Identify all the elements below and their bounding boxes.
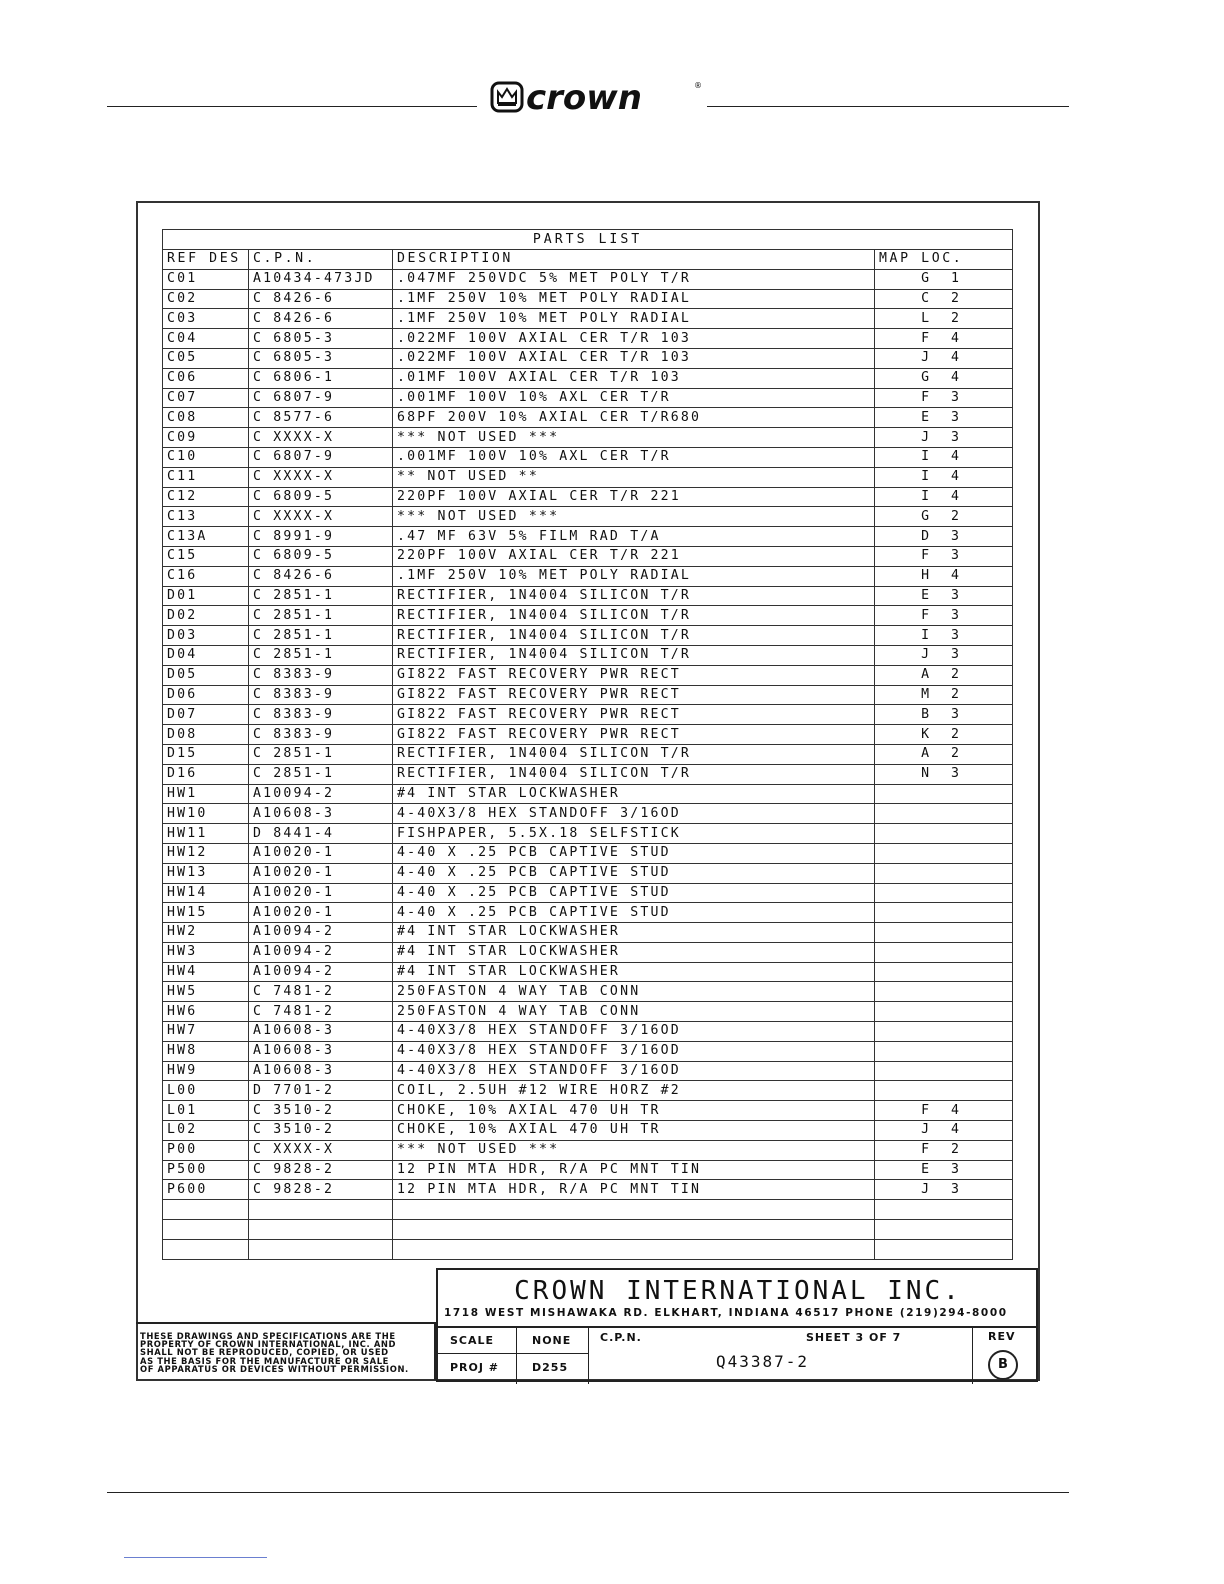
ref-des-cell: HW6 [163, 1002, 249, 1022]
description-cell: 220PF 100V AXIAL CER T/R 221 [393, 487, 875, 507]
cpn-cell: C 9828-2 [249, 1160, 393, 1180]
ref-des-cell: L01 [163, 1101, 249, 1121]
map-loc-cell [875, 824, 1013, 844]
ref-des-cell: C05 [163, 348, 249, 368]
map-loc-cell: E 3 [875, 586, 1013, 606]
table-row [163, 566, 1013, 586]
table-row [163, 428, 1013, 448]
ref-des-cell: C11 [163, 467, 249, 487]
notice-line: SHALL NOT BE REPRODUCED, COPIED, OR USED [140, 1347, 389, 1358]
ref-des-cell: D01 [163, 586, 249, 606]
cpn-cell: A10608-3 [249, 1022, 393, 1042]
table-row [163, 487, 1013, 507]
ref-des-cell: P00 [163, 1140, 249, 1160]
map-loc-cell: A 2 [875, 744, 1013, 764]
table-row [163, 824, 1013, 844]
parts-list-table [162, 229, 1013, 1260]
cpn-label: C.P.N. [600, 1331, 642, 1344]
cpn-cell [249, 1239, 393, 1259]
map-loc-cell [875, 962, 1013, 982]
rev-label: REV [988, 1330, 1016, 1343]
cpn-cell: C XXXX-X [249, 507, 393, 527]
grid-divider [588, 1328, 589, 1384]
table-row [163, 942, 1013, 962]
cpn-cell: A10094-2 [249, 923, 393, 943]
description-cell: FISHPAPER, 5.5X.18 SELFSTICK [393, 824, 875, 844]
map-loc-cell: J 4 [875, 1121, 1013, 1141]
registered-mark: ® [694, 81, 702, 90]
table-row [163, 1121, 1013, 1141]
table-row [163, 804, 1013, 824]
cpn-cell: C 8991-9 [249, 527, 393, 547]
map-loc-cell: J 3 [875, 428, 1013, 448]
notice-line: THESE DRAWINGS AND SPECIFICATIONS ARE THE [140, 1331, 396, 1341]
map-loc-cell: I 4 [875, 487, 1013, 507]
cpn-cell: C 6807-9 [249, 447, 393, 467]
rev-value: B [988, 1350, 1018, 1380]
map-loc-cell [875, 1002, 1013, 1022]
ref-des-cell: C01 [163, 269, 249, 289]
description-cell: #4 INT STAR LOCKWASHER [393, 942, 875, 962]
ref-des-cell: D08 [163, 725, 249, 745]
map-loc-cell: C 2 [875, 289, 1013, 309]
map-loc-cell [875, 784, 1013, 804]
description-cell: 4-40 X .25 PCB CAPTIVE STUD [393, 843, 875, 863]
ref-des-cell: D04 [163, 645, 249, 665]
table-row [163, 289, 1013, 309]
table-row [163, 1101, 1013, 1121]
ref-des-cell: C16 [163, 566, 249, 586]
ref-des-cell [163, 1220, 249, 1240]
table-row [163, 843, 1013, 863]
ref-des-cell: C02 [163, 289, 249, 309]
notice-line: PROPERTY OF CROWN INTERNATIONAL, INC. AND [140, 1339, 397, 1350]
ref-des-cell [163, 1200, 249, 1220]
cpn-cell: D 8441-4 [249, 824, 393, 844]
description-cell: 4-40X3/8 HEX STANDOFF 3/16OD [393, 1022, 875, 1042]
description-cell: .001MF 100V 10% AXL CER T/R [393, 388, 875, 408]
footer-rule [107, 1492, 1069, 1493]
cpn-cell: C 2851-1 [249, 626, 393, 646]
scale-label: SCALE [450, 1334, 495, 1347]
description-cell: .022MF 100V AXIAL CER T/R 103 [393, 348, 875, 368]
ref-des-cell: D06 [163, 685, 249, 705]
table-row [163, 348, 1013, 368]
parts-list-body [163, 269, 1013, 1259]
description-cell: COIL, 2.5UH #12 WIRE HORZ #2 [393, 1081, 875, 1101]
ref-des-cell: HW2 [163, 923, 249, 943]
map-loc-cell: D 3 [875, 527, 1013, 547]
table-row [163, 725, 1013, 745]
scale-value: NONE [532, 1334, 572, 1347]
ref-des-cell: HW13 [163, 863, 249, 883]
notice-line: OF APPARATUS OR DEVICES WITHOUT PERMISSION. [140, 1363, 409, 1374]
description-cell: GI822 FAST RECOVERY PWR RECT [393, 705, 875, 725]
ref-des-cell: C13A [163, 527, 249, 547]
description-cell: .047MF 250VDC 5% MET POLY T/R [393, 269, 875, 289]
description-cell: 4-40X3/8 HEX STANDOFF 3/16OD [393, 1041, 875, 1061]
ref-des-cell: C13 [163, 507, 249, 527]
cpn-cell: C 6807-9 [249, 388, 393, 408]
table-row [163, 1041, 1013, 1061]
parts-list-title: PARTS LIST [163, 230, 1013, 250]
table-row [163, 1140, 1013, 1160]
map-loc-cell [875, 883, 1013, 903]
ref-des-cell: HW15 [163, 903, 249, 923]
map-loc-cell: K 2 [875, 725, 1013, 745]
grid-divider [438, 1353, 588, 1354]
table-row [163, 269, 1013, 289]
cpn-cell: A10608-3 [249, 1061, 393, 1081]
description-cell: 250FASTON 4 WAY TAB CONN [393, 982, 875, 1002]
cpn-cell: C 3510-2 [249, 1121, 393, 1141]
ref-des-cell: HW7 [163, 1022, 249, 1042]
description-cell: *** NOT USED *** [393, 428, 875, 448]
ref-des-cell: D03 [163, 626, 249, 646]
cpn-cell: C 6806-1 [249, 368, 393, 388]
ref-des-cell: C08 [163, 408, 249, 428]
cpn-cell: C XXXX-X [249, 428, 393, 448]
cpn-value: Q43387-2 [716, 1352, 810, 1371]
ref-des-cell: C03 [163, 309, 249, 329]
cpn-cell: C 8426-6 [249, 289, 393, 309]
cpn-cell [249, 1200, 393, 1220]
ref-des-cell: C06 [163, 368, 249, 388]
map-loc-cell: J 3 [875, 1180, 1013, 1200]
ref-des-cell [163, 1239, 249, 1259]
map-loc-cell: F 3 [875, 606, 1013, 626]
map-loc-cell: G 1 [875, 269, 1013, 289]
sheet-number: SHEET 3 OF 7 [806, 1331, 902, 1344]
map-loc-cell [875, 804, 1013, 824]
table-row [163, 507, 1013, 527]
description-cell: 4-40 X .25 PCB CAPTIVE STUD [393, 883, 875, 903]
cpn-cell: C 7481-2 [249, 982, 393, 1002]
table-row [163, 1239, 1013, 1259]
map-loc-cell: F 3 [875, 546, 1013, 566]
cpn-cell: A10094-2 [249, 962, 393, 982]
table-row [163, 744, 1013, 764]
description-cell: RECTIFIER, 1N4004 SILICON T/R [393, 586, 875, 606]
map-loc-cell [875, 942, 1013, 962]
notice-line: AS THE BASIS FOR THE MANUFACTURE OR SALE [140, 1355, 389, 1366]
map-loc-cell: G 4 [875, 368, 1013, 388]
description-cell: #4 INT STAR LOCKWASHER [393, 962, 875, 982]
rev-cell [972, 1328, 1036, 1384]
description-cell: RECTIFIER, 1N4004 SILICON T/R [393, 744, 875, 764]
map-loc-cell [875, 982, 1013, 1002]
table-row [163, 705, 1013, 725]
ref-des-cell: HW12 [163, 843, 249, 863]
map-loc-cell: E 3 [875, 1160, 1013, 1180]
cpn-cell: C 6809-5 [249, 487, 393, 507]
table-row [163, 447, 1013, 467]
ref-des-cell: HW3 [163, 942, 249, 962]
map-loc-cell [875, 1081, 1013, 1101]
description-cell [393, 1239, 875, 1259]
cpn-cell: A10020-1 [249, 883, 393, 903]
ref-des-cell: HW10 [163, 804, 249, 824]
cpn-cell: C 6809-5 [249, 546, 393, 566]
map-loc-cell: N 3 [875, 764, 1013, 784]
ref-des-cell: HW1 [163, 784, 249, 804]
map-loc-cell: H 4 [875, 566, 1013, 586]
cpn-cell: C 2851-1 [249, 606, 393, 626]
description-cell: .1MF 250V 10% MET POLY RADIAL [393, 309, 875, 329]
proj-value: D255 [532, 1361, 569, 1374]
footer-mark [124, 1557, 267, 1558]
table-row [163, 764, 1013, 784]
table-row [163, 467, 1013, 487]
description-cell: .1MF 250V 10% MET POLY RADIAL [393, 289, 875, 309]
map-loc-cell: F 4 [875, 329, 1013, 349]
map-loc-cell [875, 863, 1013, 883]
map-loc-cell: F 3 [875, 388, 1013, 408]
map-loc-cell [875, 923, 1013, 943]
map-loc-cell: A 2 [875, 665, 1013, 685]
table-row [163, 368, 1013, 388]
description-cell: .01MF 100V AXIAL CER T/R 103 [393, 368, 875, 388]
description-cell: GI822 FAST RECOVERY PWR RECT [393, 725, 875, 745]
table-row [163, 1160, 1013, 1180]
column-header-cpn: C.P.N. [249, 250, 393, 270]
cpn-cell: C 8426-6 [249, 309, 393, 329]
cpn-cell: C 8426-6 [249, 566, 393, 586]
cpn-cell [249, 1220, 393, 1240]
description-cell: 220PF 100V AXIAL CER T/R 221 [393, 546, 875, 566]
cpn-cell: C 2851-1 [249, 645, 393, 665]
table-row [163, 388, 1013, 408]
cpn-cell: C 3510-2 [249, 1101, 393, 1121]
map-loc-cell: E 3 [875, 408, 1013, 428]
table-row [163, 784, 1013, 804]
company-address: 1718 WEST MISHAWAKA RD. ELKHART, INDIANA 46517 PHONE (219)294-8000 [444, 1307, 1008, 1319]
cpn-cell: A10020-1 [249, 843, 393, 863]
table-row [163, 1200, 1013, 1220]
description-cell: 4-40 X .25 PCB CAPTIVE STUD [393, 863, 875, 883]
map-loc-cell [875, 1200, 1013, 1220]
map-loc-cell [875, 843, 1013, 863]
map-loc-cell [875, 1239, 1013, 1259]
table-row [163, 883, 1013, 903]
description-cell: ** NOT USED ** [393, 467, 875, 487]
description-cell: 4-40 X .25 PCB CAPTIVE STUD [393, 903, 875, 923]
ref-des-cell: C09 [163, 428, 249, 448]
map-loc-cell: I 3 [875, 626, 1013, 646]
map-loc-cell [875, 1061, 1013, 1081]
description-cell: #4 INT STAR LOCKWASHER [393, 923, 875, 943]
description-cell: 4-40X3/8 HEX STANDOFF 3/16OD [393, 804, 875, 824]
description-cell: GI822 FAST RECOVERY PWR RECT [393, 685, 875, 705]
column-header-description: DESCRIPTION [393, 250, 875, 270]
cpn-cell: C XXXX-X [249, 467, 393, 487]
description-cell: GI822 FAST RECOVERY PWR RECT [393, 665, 875, 685]
proj-label: PROJ # [450, 1361, 500, 1374]
header-rule-left [107, 106, 477, 107]
cpn-cell: A10434-473JD [249, 269, 393, 289]
cpn-cell: C 8383-9 [249, 665, 393, 685]
description-cell: RECTIFIER, 1N4004 SILICON T/R [393, 606, 875, 626]
proprietary-notice [136, 1322, 436, 1380]
table-row [163, 1002, 1013, 1022]
cpn-cell: A10608-3 [249, 804, 393, 824]
ref-des-cell: C07 [163, 388, 249, 408]
cpn-cell: A10020-1 [249, 863, 393, 883]
description-cell: RECTIFIER, 1N4004 SILICON T/R [393, 626, 875, 646]
table-row [163, 586, 1013, 606]
table-row [163, 606, 1013, 626]
cpn-cell: C 2851-1 [249, 586, 393, 606]
map-loc-cell: J 4 [875, 348, 1013, 368]
description-cell [393, 1200, 875, 1220]
table-row [163, 1061, 1013, 1081]
cpn-cell: C 8383-9 [249, 685, 393, 705]
description-cell: RECTIFIER, 1N4004 SILICON T/R [393, 764, 875, 784]
description-cell: 12 PIN MTA HDR, R/A PC MNT TIN [393, 1180, 875, 1200]
cpn-cell: C 6805-3 [249, 329, 393, 349]
cpn-cell: C 9828-2 [249, 1180, 393, 1200]
description-cell: 12 PIN MTA HDR, R/A PC MNT TIN [393, 1160, 875, 1180]
ref-des-cell: L02 [163, 1121, 249, 1141]
map-loc-cell: J 3 [875, 645, 1013, 665]
cpn-cell: A10094-2 [249, 784, 393, 804]
table-row [163, 309, 1013, 329]
ref-des-cell: D05 [163, 665, 249, 685]
map-loc-cell: L 2 [875, 309, 1013, 329]
company-name: CROWN INTERNATIONAL INC. [514, 1276, 962, 1306]
table-row [163, 1081, 1013, 1101]
table-row [163, 863, 1013, 883]
title-block-grid [438, 1326, 1036, 1384]
table-row [163, 685, 1013, 705]
cpn-cell: D 7701-2 [249, 1081, 393, 1101]
description-cell: RECTIFIER, 1N4004 SILICON T/R [393, 645, 875, 665]
ref-des-cell: C10 [163, 447, 249, 467]
title-block [436, 1268, 1038, 1382]
map-loc-cell: F 2 [875, 1140, 1013, 1160]
map-loc-cell: F 4 [875, 1101, 1013, 1121]
ref-des-cell: D02 [163, 606, 249, 626]
table-row [163, 665, 1013, 685]
crown-logo-wordmark: crown [526, 78, 642, 116]
cpn-cell: C 8577-6 [249, 408, 393, 428]
map-loc-cell: G 2 [875, 507, 1013, 527]
table-row [163, 1180, 1013, 1200]
ref-des-cell: P600 [163, 1180, 249, 1200]
description-cell: CHOKE, 10% AXIAL 470 UH TR [393, 1121, 875, 1141]
ref-des-cell: HW8 [163, 1041, 249, 1061]
table-row [163, 982, 1013, 1002]
description-cell: 250FASTON 4 WAY TAB CONN [393, 1002, 875, 1022]
ref-des-cell: HW11 [163, 824, 249, 844]
column-header-ref-des: REF DES [163, 250, 249, 270]
table-row [163, 903, 1013, 923]
cpn-cell: A10094-2 [249, 942, 393, 962]
description-cell: .022MF 100V AXIAL CER T/R 103 [393, 329, 875, 349]
map-loc-cell: M 2 [875, 685, 1013, 705]
ref-des-cell: D07 [163, 705, 249, 725]
parts-list-header-row [163, 250, 1013, 270]
ref-des-cell: HW14 [163, 883, 249, 903]
ref-des-cell: D16 [163, 764, 249, 784]
crown-logo [490, 78, 702, 116]
ref-des-cell: C04 [163, 329, 249, 349]
ref-des-cell: HW5 [163, 982, 249, 1002]
table-row [163, 408, 1013, 428]
map-loc-cell [875, 903, 1013, 923]
table-row [163, 1022, 1013, 1042]
cpn-cell: A10608-3 [249, 1041, 393, 1061]
ref-des-cell: HW9 [163, 1061, 249, 1081]
cpn-cell: A10020-1 [249, 903, 393, 923]
ref-des-cell: C12 [163, 487, 249, 507]
table-row [163, 626, 1013, 646]
description-cell: #4 INT STAR LOCKWASHER [393, 784, 875, 804]
ref-des-cell: P500 [163, 1160, 249, 1180]
description-cell: .001MF 100V 10% AXL CER T/R [393, 447, 875, 467]
description-cell: *** NOT USED *** [393, 1140, 875, 1160]
table-row [163, 527, 1013, 547]
column-header-map-loc: MAP LOC. [875, 250, 1013, 270]
table-row [163, 329, 1013, 349]
header-rule-right [707, 106, 1069, 107]
table-row [163, 962, 1013, 982]
ref-des-cell: C15 [163, 546, 249, 566]
map-loc-cell [875, 1041, 1013, 1061]
description-cell: CHOKE, 10% AXIAL 470 UH TR [393, 1101, 875, 1121]
cpn-cell: C 2851-1 [249, 744, 393, 764]
description-cell: 68PF 200V 10% AXIAL CER T/R680 [393, 408, 875, 428]
table-row [163, 645, 1013, 665]
cpn-cell: C 8383-9 [249, 725, 393, 745]
cpn-cell: C 7481-2 [249, 1002, 393, 1022]
map-loc-cell: B 3 [875, 705, 1013, 725]
table-row [163, 546, 1013, 566]
map-loc-cell [875, 1022, 1013, 1042]
map-loc-cell [875, 1220, 1013, 1240]
ref-des-cell: L00 [163, 1081, 249, 1101]
cpn-cell: C 6805-3 [249, 348, 393, 368]
description-cell: .1MF 250V 10% MET POLY RADIAL [393, 566, 875, 586]
grid-divider [516, 1328, 517, 1384]
cpn-cell: C 8383-9 [249, 705, 393, 725]
ref-des-cell: HW4 [163, 962, 249, 982]
description-cell: 4-40X3/8 HEX STANDOFF 3/16OD [393, 1061, 875, 1081]
map-loc-cell: I 4 [875, 467, 1013, 487]
table-row [163, 1220, 1013, 1240]
ref-des-cell: D15 [163, 744, 249, 764]
cpn-cell: C 2851-1 [249, 764, 393, 784]
cpn-cell: C XXXX-X [249, 1140, 393, 1160]
description-cell: .47 MF 63V 5% FILM RAD T/A [393, 527, 875, 547]
description-cell [393, 1220, 875, 1240]
description-cell: *** NOT USED *** [393, 507, 875, 527]
table-row [163, 923, 1013, 943]
map-loc-cell: I 4 [875, 447, 1013, 467]
